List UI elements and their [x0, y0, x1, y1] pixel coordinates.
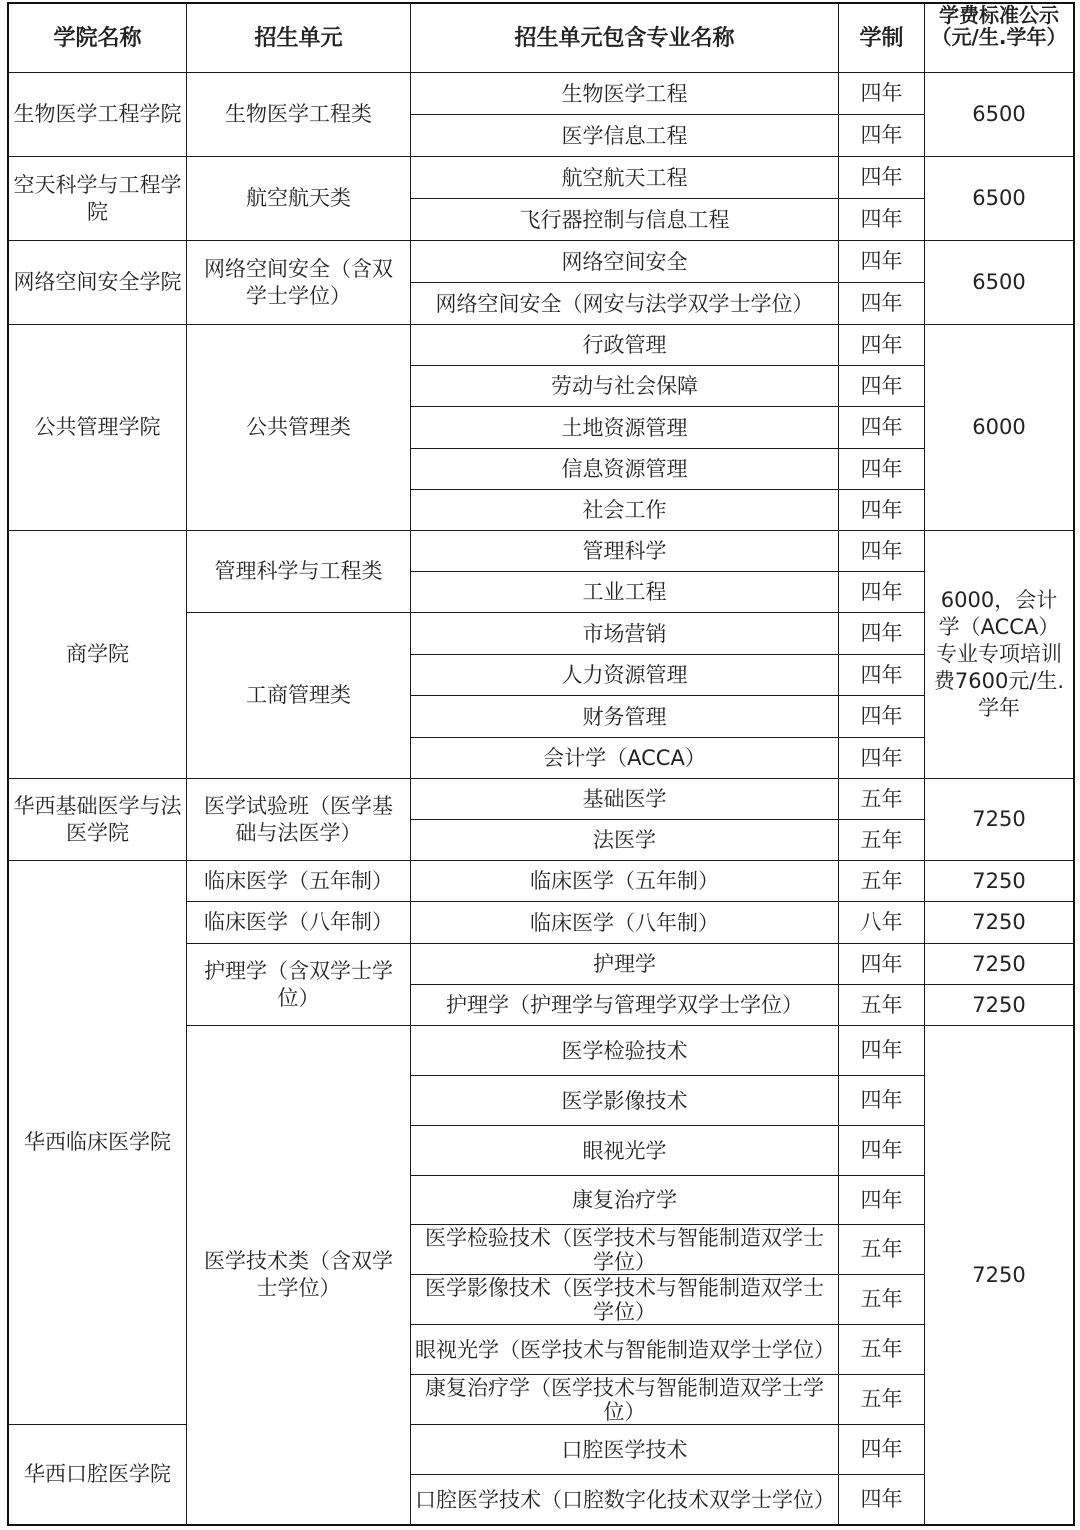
major-name-cell: 康复治疗学（医学技术与智能制造双学士学位）	[410, 1374, 839, 1425]
enrollment-unit-cell: 生物医学工程类	[186, 72, 411, 157]
duration-cell: 四年	[838, 448, 925, 490]
tuition-fee-cell: 7250	[924, 1025, 1074, 1525]
duration-cell: 四年	[838, 1125, 925, 1176]
major-name-cell: 会计学（ACCA）	[410, 737, 839, 779]
tuition-fee-cell: 7250	[924, 860, 1074, 902]
major-name-cell: 生物医学工程	[410, 72, 839, 115]
duration-cell: 四年	[838, 943, 925, 985]
duration-cell: 五年	[838, 1324, 925, 1375]
tuition-fee-cell: 6500	[924, 72, 1074, 157]
college-name-cell: 华西基础医学与法医学院	[8, 778, 187, 861]
enrollment-unit-cell: 医学技术类（含双学士学位）	[186, 1025, 411, 1525]
major-name-cell: 医学影像技术	[410, 1075, 839, 1126]
enrollment-unit-cell: 护理学（含双学士学位）	[186, 943, 411, 1026]
duration-cell: 五年	[838, 1224, 925, 1275]
duration-cell: 四年	[838, 530, 925, 572]
major-name-cell: 行政管理	[410, 324, 839, 366]
duration-cell: 四年	[838, 324, 925, 366]
duration-cell: 五年	[838, 984, 925, 1026]
major-name-cell: 康复治疗学	[410, 1175, 839, 1225]
duration-cell: 四年	[838, 72, 925, 115]
major-name-cell: 医学信息工程	[410, 114, 839, 157]
header-college: 学院名称	[8, 3, 187, 73]
duration-cell: 四年	[838, 198, 925, 241]
duration-cell: 五年	[838, 860, 925, 902]
duration-cell: 四年	[838, 612, 925, 655]
major-name-cell: 人力资源管理	[410, 654, 839, 696]
duration-cell: 四年	[838, 282, 925, 325]
enrollment-unit-cell: 临床医学（八年制）	[186, 901, 411, 944]
college-name-cell: 空天科学与工程学院	[8, 156, 187, 241]
header-fee: 学费标准公示（元/生.学年）	[924, 3, 1074, 73]
major-name-cell: 航空航天工程	[410, 156, 839, 199]
tuition-fee-cell: 6000，会计学（ACCA）专业专项培训费7600元/生.学年	[924, 530, 1074, 779]
tuition-fee-cell: 6000	[924, 324, 1074, 531]
major-name-cell: 临床医学（五年制）	[410, 860, 839, 902]
college-name-cell: 公共管理学院	[8, 324, 187, 531]
major-name-cell: 财务管理	[410, 695, 839, 738]
major-name-cell: 医学检验技术	[410, 1025, 839, 1076]
major-name-cell: 眼视光学（医学技术与智能制造双学士学位）	[410, 1324, 839, 1375]
major-name-cell: 工业工程	[410, 571, 839, 613]
duration-cell: 四年	[838, 114, 925, 157]
major-name-cell: 网络空间安全	[410, 240, 839, 283]
major-name-cell: 劳动与社会保障	[410, 365, 839, 407]
duration-cell: 四年	[838, 571, 925, 613]
major-name-cell: 眼视光学	[410, 1125, 839, 1176]
duration-cell: 四年	[838, 1025, 925, 1076]
tuition-fee-cell: 6500	[924, 240, 1074, 325]
duration-cell: 八年	[838, 901, 925, 944]
duration-cell: 四年	[838, 695, 925, 738]
duration-cell: 五年	[838, 1374, 925, 1425]
tuition-fee-cell: 7250	[924, 943, 1074, 985]
duration-cell: 四年	[838, 240, 925, 283]
duration-cell: 四年	[838, 1424, 925, 1475]
duration-cell: 四年	[838, 489, 925, 531]
enrollment-unit-cell: 医学试验班（医学基础与法医学）	[186, 778, 411, 861]
major-name-cell: 管理科学	[410, 530, 839, 572]
duration-cell: 四年	[838, 737, 925, 779]
major-name-cell: 临床医学（八年制）	[410, 901, 839, 944]
major-name-cell: 护理学（护理学与管理学双学士学位）	[410, 984, 839, 1026]
college-name-cell: 商学院	[8, 530, 187, 779]
enrollment-unit-cell: 航空航天类	[186, 156, 411, 241]
duration-cell: 四年	[838, 156, 925, 199]
major-name-cell: 法医学	[410, 819, 839, 861]
tuition-fee-cell: 7250	[924, 778, 1074, 861]
enrollment-unit-cell: 网络空间安全（含双学士学位）	[186, 240, 411, 325]
major-name-cell: 社会工作	[410, 489, 839, 531]
major-name-cell: 基础医学	[410, 778, 839, 820]
major-name-cell: 医学检验技术（医学技术与智能制造双学士学位）	[410, 1224, 839, 1275]
duration-cell: 四年	[838, 365, 925, 407]
tuition-fee-cell: 7250	[924, 901, 1074, 944]
header-unit: 招生单元	[186, 3, 411, 73]
college-name-cell: 生物医学工程学院	[8, 72, 187, 157]
enrollment-unit-cell: 工商管理类	[186, 612, 411, 779]
duration-cell: 五年	[838, 778, 925, 820]
major-name-cell: 网络空间安全（网安与法学双学士学位）	[410, 282, 839, 325]
enrollment-unit-cell: 公共管理类	[186, 324, 411, 531]
enrollment-unit-cell: 临床医学（五年制）	[186, 860, 411, 902]
duration-cell: 四年	[838, 406, 925, 449]
major-name-cell: 医学影像技术（医学技术与智能制造双学士学位）	[410, 1274, 839, 1325]
major-name-cell: 信息资源管理	[410, 448, 839, 490]
major-name-cell: 口腔医学技术	[410, 1424, 839, 1475]
tuition-fee-cell: 7250	[924, 984, 1074, 1026]
duration-cell: 四年	[838, 1474, 925, 1525]
duration-cell: 四年	[838, 654, 925, 696]
tuition-fee-cell: 6500	[924, 156, 1074, 241]
major-name-cell: 市场营销	[410, 612, 839, 655]
enrollment-unit-cell: 管理科学与工程类	[186, 530, 411, 613]
duration-cell: 五年	[838, 819, 925, 861]
college-name-cell: 网络空间安全学院	[8, 240, 187, 325]
major-name-cell: 土地资源管理	[410, 406, 839, 449]
major-name-cell: 口腔医学技术（口腔数字化技术双学士学位）	[410, 1474, 839, 1525]
duration-cell: 四年	[838, 1075, 925, 1126]
duration-cell: 五年	[838, 1274, 925, 1325]
major-name-cell: 护理学	[410, 943, 839, 985]
duration-cell: 四年	[838, 1175, 925, 1225]
major-name-cell: 飞行器控制与信息工程	[410, 198, 839, 241]
header-duration: 学制	[838, 3, 925, 73]
header-majors: 招生单元包含专业名称	[410, 3, 839, 73]
college-name-cell: 华西口腔医学院	[8, 1424, 187, 1525]
college-name-cell: 华西临床医学院	[8, 860, 187, 1425]
